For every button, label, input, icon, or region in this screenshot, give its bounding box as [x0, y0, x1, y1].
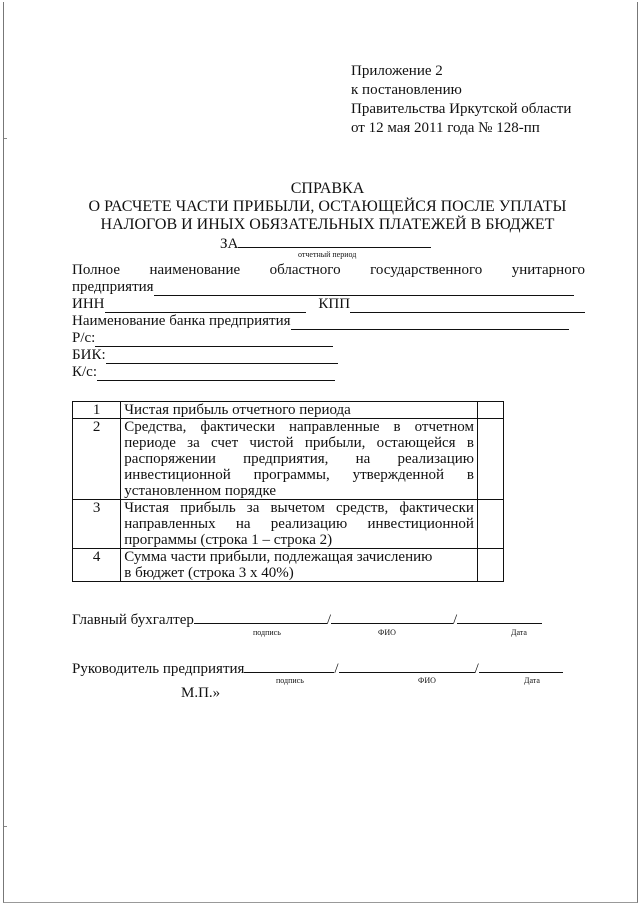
separator: / [334, 661, 339, 677]
bank-row [72, 313, 585, 330]
annex-line: от 12 мая 2011 года № 128-пп [351, 120, 540, 136]
kpp-blank[interactable] [350, 300, 585, 313]
sign-caption: подпись [253, 628, 281, 637]
annex-line: Приложение 2 [351, 63, 443, 79]
rs-row [72, 330, 585, 347]
full-name-blank[interactable] [154, 283, 574, 296]
row-description: Чистая прибыль за вычетом средств, фактически направленных на реализацию инвестиционной программы (строка 1 – строка 2) [121, 500, 478, 549]
separator: / [474, 661, 479, 677]
annex-header [351, 62, 571, 138]
row-description-line: в бюджет (строка 3 x 40%) [124, 565, 294, 581]
director-fio-blank[interactable] [339, 659, 475, 673]
director-signature-row [72, 659, 563, 678]
row-description: Средства, фактически направленные в отчетном периоде за счет чистой прибыли, остающейся в распоряжении предприятия, на реализацию инвестиционной программы, утвержденной в установленном порядке [121, 419, 478, 500]
full-name-word: Полное [72, 262, 120, 278]
director-sign-blank[interactable] [244, 659, 334, 673]
margin-mark [4, 138, 7, 139]
inn-label: ИНН [72, 296, 105, 312]
bik-label: БИК: [72, 347, 106, 363]
row-description [121, 549, 478, 582]
bik-blank[interactable] [106, 351, 338, 364]
bank-blank[interactable] [291, 317, 569, 330]
title-line: СПРАВКА [290, 180, 365, 197]
director-label: Руководитель предприятия [72, 661, 245, 677]
row-value-cell[interactable] [477, 419, 503, 500]
ks-row [72, 364, 585, 381]
table-row [73, 500, 504, 549]
director-date-blank[interactable] [479, 659, 563, 673]
rs-label: Р/с: [72, 330, 96, 346]
separator: / [453, 612, 458, 628]
fio-caption: ФИО [378, 628, 396, 637]
table-row [73, 402, 504, 419]
kpp-label: КПП [318, 296, 351, 312]
ks-label: К/с: [72, 364, 97, 380]
period-blank[interactable] [238, 233, 431, 248]
full-name-word: унитарного [511, 262, 585, 278]
accountant-signature-row [72, 610, 542, 629]
document-title [70, 180, 585, 234]
table-row [73, 419, 504, 500]
sign-caption: подпись [276, 676, 304, 685]
table-row [73, 549, 504, 582]
requisites-block [72, 262, 585, 381]
full-name-cont-label: предприятия [72, 279, 154, 295]
row-number: 2 [73, 419, 121, 500]
fio-caption: ФИО [418, 676, 436, 685]
calculation-table [72, 401, 504, 582]
ks-blank[interactable] [97, 368, 335, 381]
title-line: НАЛОГОВ И ИНЫХ ОБЯЗАТЕЛЬНЫХ ПЛАТЕЖЕЙ В БЮДЖЕТ [100, 216, 555, 233]
bik-row [72, 347, 585, 364]
accountant-sign-blank[interactable] [194, 610, 327, 624]
rs-blank[interactable] [95, 334, 333, 347]
row-value-cell[interactable] [477, 549, 503, 582]
row-number: 1 [73, 402, 121, 419]
row-number: 3 [73, 500, 121, 549]
inn-blank[interactable] [105, 300, 307, 313]
row-number: 4 [73, 549, 121, 582]
accountant-label: Главный бухгалтер [72, 612, 194, 628]
accountant-date-blank[interactable] [457, 610, 542, 624]
row-value-cell[interactable] [477, 402, 503, 419]
full-name-word: государственного [370, 262, 483, 278]
date-caption: Дата [524, 676, 540, 685]
full-name-word: областного [269, 262, 341, 278]
annex-line: Правительства Иркутской области [351, 101, 572, 117]
row-description-line: Сумма части прибыли, подлежащая зачислению [124, 549, 433, 565]
annex-line: к постановлению [351, 82, 462, 98]
date-caption: Дата [511, 628, 527, 637]
period-prefix: ЗА [220, 236, 239, 252]
separator: / [326, 612, 332, 628]
row-value-cell[interactable] [477, 500, 503, 549]
period-caption: отчетный период [298, 250, 357, 259]
title-line: О РАСЧЕТЕ ЧАСТИ ПРИБЫЛИ, ОСТАЮЩЕЙСЯ ПОСЛЕ УПЛАТЫ [88, 198, 567, 215]
stamp-place: М.П.» [181, 685, 221, 701]
inn-kpp-row [72, 296, 585, 313]
full-name-word: наименование [149, 262, 241, 278]
margin-mark [4, 826, 7, 827]
row-description: Чистая прибыль отчетного периода [121, 402, 478, 419]
full-name-cont-row [72, 279, 585, 296]
accountant-fio-blank[interactable] [331, 610, 453, 624]
full-name-row [72, 262, 585, 279]
bank-label: Наименование банка предприятия [72, 313, 291, 329]
